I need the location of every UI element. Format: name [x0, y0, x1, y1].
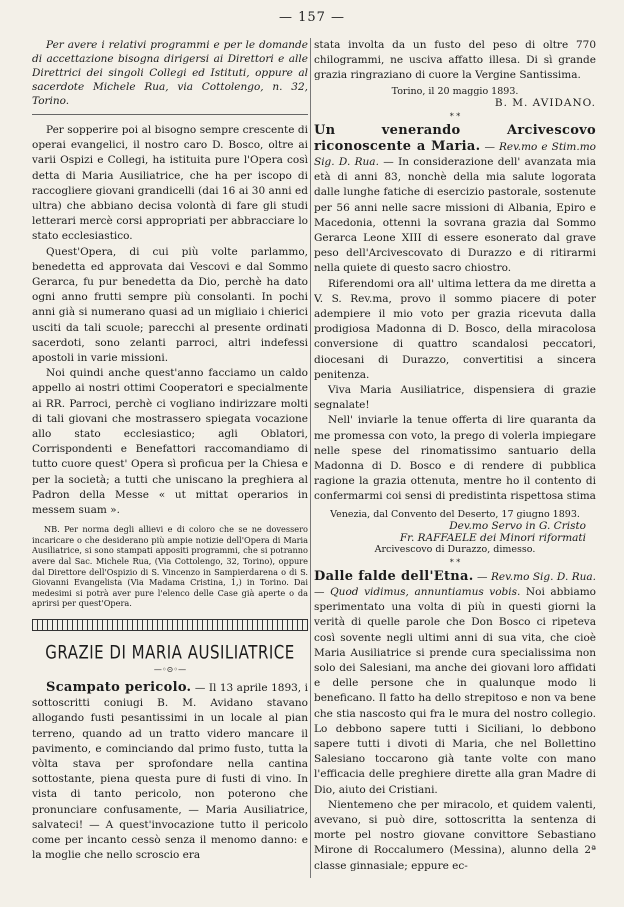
left-column — [32, 38, 308, 863]
ornament-icon: —◦⊙◦— — [153, 665, 187, 675]
archbishop-place-date: Venezia, dal Convento del Deserto, 17 giugno 1893. — [330, 508, 580, 520]
paragraph-opera: Per sopperire poi al bisogno sempre crescente di operai evangelici, il nostro caro D. Bosco, oltre ai varii Ospizi e Collegi, ha istituita pure l'Opera così detta di Maria Ausiliatrice, che ha per iscopo di raccogliere giovani grandicelli (dai 16 ai 30 anni ed ultra) che abbiano decisa volontà di fare gli studi letterari mercè corsi appropriati per abbracciare lo stato ecclesiastico. — [32, 124, 308, 243]
archbishop-title: Un venerando Arcivescovo riconoscente a Maria. — [314, 122, 596, 154]
archbishop-address: — Rev.mo e Stim.mo Sig. D. Rua. — [314, 140, 596, 169]
archbishop-text-4: Nell' inviarle la tenue offerta di lire quaranta da me promessa con voto, la prego di volerla impiegare nelle spese del rinomatissimo santuario della Madonna di D. Bosco e di rendere di pubblica ragione la grazia ottenuta, mentre ho il contento di confermarmi coi sensi di predistinta rispettosa stima — [314, 414, 596, 503]
asterism-icon-2: * * — [449, 557, 461, 567]
archbishop-text-3: Viva Maria Ausiliatrice, dispensiera di grazie segnalate! — [314, 384, 596, 412]
archbishop-sign-1: Dev.mo Servo in G. Cristo — [449, 519, 586, 532]
story-etna — [314, 569, 596, 798]
story-archbishop — [314, 123, 596, 277]
asterism-icon: * * — [449, 111, 461, 121]
paragraph-appeal: Noi quindi anche quest'anno facciamo un caldo appello ai nostri ottimi Cooperatori e specialmente ai RR. Parroci, perchè ci vogliano indirizzare molti di tali giovani che mostrassero spiegata vocazione allo stato ecclesiastico; agli Oblatori, Corrispondenti e Benefattori raccomandiamo di tutto cuore quest' Opera sì proficua per la Chiesa e per la società; a tutti che uniscano la preghiera al Padron della Messe « ut mittat operarios in messem suam ». — [32, 367, 308, 517]
story-text: — Il 13 aprile 1893, i sottoscritti coniugi B. M. Avidano stavano allogando fusti pesantissimi in un locale al pian terreno, quando ad un tratto videro mancare il pavimento, e cominciando dal primo fusto, tutta la vòlta stava per sprofondare nella cantina sottostante, piena questa pure di fusti di vino. In vista di tanto pericolo, non poterono che pronunciare confusamente, — Maria Ausiliatrice, salvateci! — A quest'invocazione tutto il pericolo come per incanto cessò senza il menomo danno: e la moglie che nello scroscio era — [32, 682, 308, 862]
etna-text-2: Nientemeno che per miracolo, et quidem valenti, avevano, si può dire, sottoscritta la sentenza di morte pel nostro giovane convittore Sebastiano Mirone di Roccalumero (Messina), alunno della 2ª classe ginnasiale; eppure ec- — [314, 798, 596, 872]
etna-address: — Rev.mo Sig. D. Rua. — Quod vidimus, annuntiamus vobis. — [314, 570, 596, 598]
column-divider — [310, 38, 311, 878]
story-continuation: stata involta da un fusto del peso di oltre 770 chilogrammi, ne usciva affatto illesa. Di sì grande grazia ringraziano di cuore la Vergine Santissima. — [314, 39, 596, 82]
nb-note: NB. Per norma degli allievi e di coloro che se ne dovessero incaricare o che desiderano più ampie notizie dell'Opera di Maria Ausiliatrice, si sono stampati appositi programmi, che si potranno avere dal Sac. Michele Rua, (Via Cottolengo, 32, Torino), oppure dal Direttore dell'Ospizio di S. Vincenzo in Sampierdarena o di S. Giovanni Evangelista (Via Madama Cristina, 1,) in Torino. Dai medesimi si potrà aver pure l'elenco delle Case già aperte o da aprirsi per quest'Opera. — [32, 524, 308, 609]
signature-name: B. M. AVIDANO. — [494, 96, 596, 109]
archbishop-text-2: Riferendomi ora all' ultima lettera da me diretta a V. S. Rev.ma, provo il sommo piacere di poter adempiere il mio voto per grazia ricevuta dalla prodigiosa Madonna di D. Bosco, della miracolosa conversione di quattro scandalosi peccatori, diocesani di Durazzo, convertitisi a sincera penitenza. — [314, 277, 596, 381]
archbishop-sign-3: Arcivescovo di Durazzo, dimesso. — [374, 543, 536, 555]
section-title: GRAZIE DI MARIA AUSILIATRICE — [45, 640, 295, 664]
story-scampato — [32, 680, 308, 863]
right-column — [314, 38, 596, 874]
signature-place-date: Torino, il 20 maggio 1893. — [391, 85, 519, 97]
decorative-border — [32, 619, 308, 631]
paragraph-blessed: Quest'Opera, di cui più volte parlammo, benedetta ed approvata dai Vescovi e dal Sommo Gerarca, fu pur benedetta da Dio, perchè ha dato ogni anno frutti sempre più consolanti. In pochi anni già si numerano quasi ad un migliaio i chierici usciti da tali scuole; parecchi al presente ordinati sacerdoti, sono zelanti parroci, altri indefessi apostoli in varie missioni. — [32, 245, 308, 365]
story-title: Scampato pericolo. — [46, 680, 192, 696]
etna-title: Dalle falde dell'Etna. — [314, 568, 474, 584]
intro-note: Per avere i relativi programmi e per le domande di accettazione bisogna dirigersi ai Direttori e alle Direttrici dei singoli Collegi ed Istituti, oppure al sacerdote Michele Rua, via Cottolengo, n. 32, Torino. — [32, 39, 308, 107]
page-number: — 157 — — [278, 10, 346, 25]
archbishop-text-1: — In considerazione dell' avanzata mia età di anni 83, nonchè della mia salute logorata dalle lunghe fatiche di esercizio pastorale, sostenute per 56 anni nelle sacre missioni di Albania, Epiro e Macedonia, ottenni la sovrana grazia dal Sommo Gerarca Leone XIII di essere esonerato dal grave peso dell'Arcivescovato di Durazzo e di ritirarmi nella quiete di questo sacro chiostro. — [314, 156, 596, 275]
separator-rule — [32, 114, 308, 115]
archbishop-sign-2: Fr. RAFFAELE dei Minori riformati — [399, 531, 586, 544]
etna-text-1: Noi abbiamo sperimentato una volta di più in questi giorni la verità di quelle parole che Don Bosco ci ripeteva così sovente negli ultimi anni di sua vita, che cioè Maria Ausiliatrice si prende cura specialissima non solo dei Salesiani, ma anche dei giovani loro affidati e delle persone che in qualunque modo li beneficano. Il fatto ha dello strepitoso e non va bene che stia nascosto qui fra le mura del nostro collegio. Lo debbono sapere tutti i Siciliani, lo debbono sapere tutti i divoti di Maria, che nel Bollettino Salesiano toccarono già tante volte con mano l'efficacia delle preghiere dirette alla gran Madre di Dio, aiuto dei Cristiani. — [314, 585, 596, 796]
